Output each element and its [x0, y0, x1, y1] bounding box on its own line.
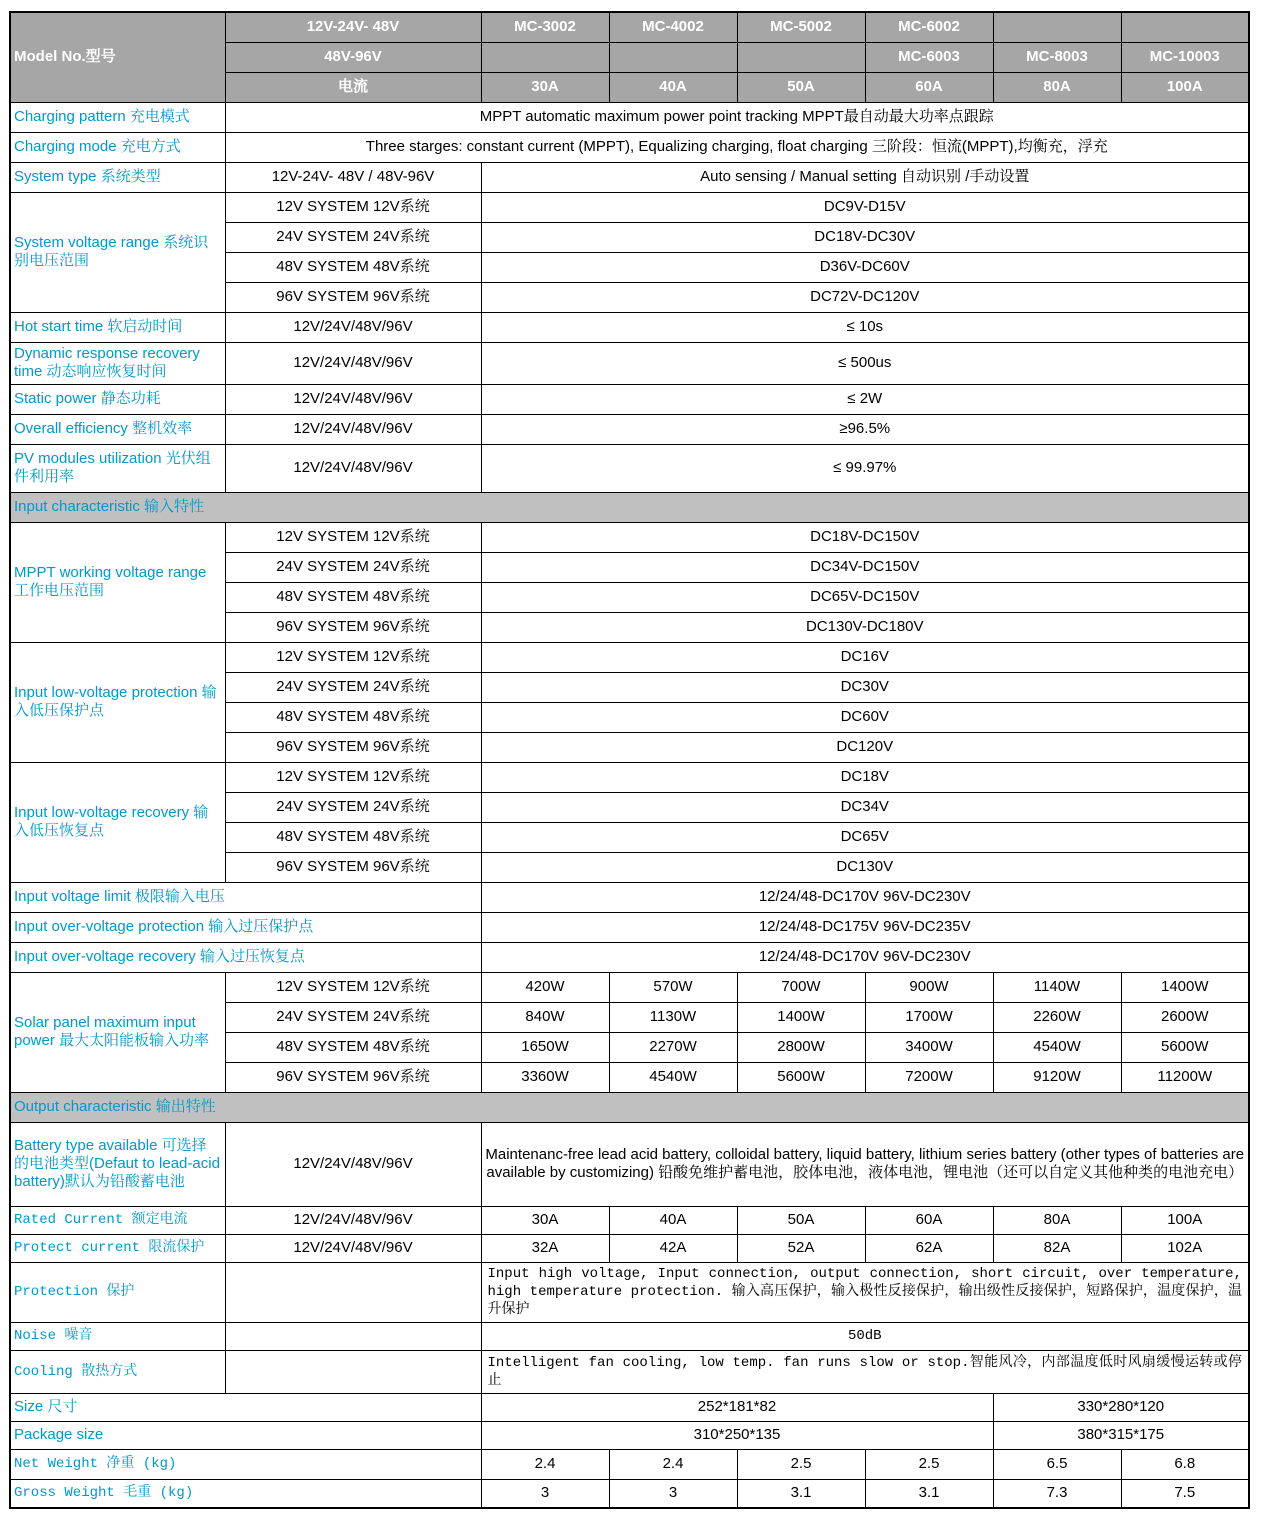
row-value: ≤ 500us: [481, 342, 1249, 384]
spec-table: [9, 11, 1250, 1509]
row-value: Three starges: constant current (MPPT), Equalizing charging, float charging 三阶段：恒流(MPPT),均衡充，浮充: [225, 132, 1249, 162]
header-cell: MC-4002: [609, 12, 737, 42]
row-value: Intelligent fan cooling, low temp. fan runs slow or stop.智能风冷，内部温度低时风扇缓慢运转或停止: [481, 1350, 1249, 1393]
row-value: DC72V-DC120V: [481, 282, 1249, 312]
row-sub: 24V SYSTEM 24V系统: [225, 222, 481, 252]
value-cell: 3: [609, 1479, 737, 1508]
value-cell: 3: [481, 1479, 609, 1508]
value-cell: 4540W: [609, 1062, 737, 1092]
row-value: 12/24/48-DC170V 96V-DC230V: [481, 942, 1249, 972]
row-value: DC18V: [481, 762, 1249, 792]
header-cell: MC-8003: [993, 42, 1121, 72]
row-label: Package size: [10, 1421, 481, 1449]
value-cell: 32A: [481, 1234, 609, 1262]
value-cell: 11200W: [1121, 1062, 1249, 1092]
value-cell: 40A: [609, 1206, 737, 1234]
row-value: 252*181*82: [481, 1393, 993, 1421]
row-sub: 12V SYSTEM 12V系统: [225, 192, 481, 222]
value-cell: 3.1: [865, 1479, 993, 1508]
value-cell: 5600W: [737, 1062, 865, 1092]
value-cell: 1140W: [993, 972, 1121, 1002]
header-cell: [609, 42, 737, 72]
section-header-output: Output characteristic 输出特性: [10, 1092, 1249, 1122]
header-cell: 60A: [865, 72, 993, 102]
value-cell: 1650W: [481, 1032, 609, 1062]
row-value: DC30V: [481, 672, 1249, 702]
value-cell: 3360W: [481, 1062, 609, 1092]
header-cell: MC-3002: [481, 12, 609, 42]
value-cell: 9120W: [993, 1062, 1121, 1092]
row-sub: 24V SYSTEM 24V系统: [225, 552, 481, 582]
row-sub: 24V SYSTEM 24V系统: [225, 1002, 481, 1032]
header-cell: [993, 12, 1121, 42]
header-cell: MC-5002: [737, 12, 865, 42]
value-cell: 1400W: [737, 1002, 865, 1032]
row-label: Hot start time 软启动时间: [10, 312, 225, 342]
row-sub: 12V/24V/48V/96V: [225, 342, 481, 384]
row-label: MPPT working voltage range 工作电压范围: [10, 522, 225, 642]
value-cell: 102A: [1121, 1234, 1249, 1262]
row-sub: 24V SYSTEM 24V系统: [225, 672, 481, 702]
row-label: System voltage range 系统识别电压范围: [10, 192, 225, 312]
row-value: DC120V: [481, 732, 1249, 762]
row-sub-empty: [225, 1262, 481, 1322]
row-sub: 48V SYSTEM 48V系统: [225, 1032, 481, 1062]
value-cell: 7.5: [1121, 1479, 1249, 1508]
row-sub: 12V/24V/48V/96V: [225, 312, 481, 342]
header-cell: MC-6003: [865, 42, 993, 72]
row-value: DC130V-DC180V: [481, 612, 1249, 642]
row-sub: 96V SYSTEM 96V系统: [225, 852, 481, 882]
row-value: ≤ 99.97%: [481, 444, 1249, 492]
header-cell: 80A: [993, 72, 1121, 102]
row-sub: 48V SYSTEM 48V系统: [225, 582, 481, 612]
row-sub: 12V SYSTEM 12V系统: [225, 972, 481, 1002]
row-sub: 48V SYSTEM 48V系统: [225, 252, 481, 282]
value-cell: 700W: [737, 972, 865, 1002]
header-cell: [481, 42, 609, 72]
row-label: Dynamic response recovery time 动态响应恢复时间: [10, 342, 225, 384]
row-value: 380*315*175: [993, 1421, 1249, 1449]
row-label: Cooling 散热方式: [10, 1350, 225, 1393]
row-sub: 12V/24V/48V/96V: [225, 384, 481, 414]
row-value: D36V-DC60V: [481, 252, 1249, 282]
row-sub: 12V-24V- 48V / 48V-96V: [225, 162, 481, 192]
value-cell: 100A: [1121, 1206, 1249, 1234]
value-cell: 2.5: [737, 1449, 865, 1479]
row-label: Net Weight 净重 (kg): [10, 1449, 481, 1479]
value-cell: 6.5: [993, 1449, 1121, 1479]
header-cell: MC-6002: [865, 12, 993, 42]
row-sub-empty: [225, 1322, 481, 1350]
row-value: Auto sensing / Manual setting 自动识别 /手动设置: [481, 162, 1249, 192]
row-label: Protect current 限流保护: [10, 1234, 225, 1262]
row-value: DC34V-DC150V: [481, 552, 1249, 582]
header-cell: [1121, 12, 1249, 42]
model-label: Model No.型号: [10, 12, 225, 102]
row-sub: 12V SYSTEM 12V系统: [225, 642, 481, 672]
value-cell: 60A: [865, 1206, 993, 1234]
header-cell: 48V-96V: [225, 42, 481, 72]
row-value: DC65V-DC150V: [481, 582, 1249, 612]
row-sub: 24V SYSTEM 24V系统: [225, 792, 481, 822]
row-sub: 96V SYSTEM 96V系统: [225, 732, 481, 762]
value-cell: 840W: [481, 1002, 609, 1032]
value-cell: 30A: [481, 1206, 609, 1234]
value-cell: 1400W: [1121, 972, 1249, 1002]
row-label: Input low-voltage protection 输入低压保护点: [10, 642, 225, 762]
row-label: Solar panel maximum input power 最大太阳能板输入功率: [10, 972, 225, 1092]
row-sub: 12V/24V/48V/96V: [225, 1122, 481, 1206]
value-cell: 5600W: [1121, 1032, 1249, 1062]
value-cell: 3.1: [737, 1479, 865, 1508]
row-value: ≤ 10s: [481, 312, 1249, 342]
row-value: 330*280*120: [993, 1393, 1249, 1421]
value-cell: 2.5: [865, 1449, 993, 1479]
row-label: PV modules utilization 光伏组件利用率: [10, 444, 225, 492]
row-sub: 12V/24V/48V/96V: [225, 414, 481, 444]
row-sub: 96V SYSTEM 96V系统: [225, 282, 481, 312]
value-cell: 1130W: [609, 1002, 737, 1032]
row-value: DC34V: [481, 792, 1249, 822]
value-cell: 6.8: [1121, 1449, 1249, 1479]
header-cell: MC-10003: [1121, 42, 1249, 72]
header-cell: 12V-24V- 48V: [225, 12, 481, 42]
value-cell: 52A: [737, 1234, 865, 1262]
row-value: MPPT automatic maximum power point tracking MPPT最自动最大功率点跟踪: [225, 102, 1249, 132]
row-value: DC65V: [481, 822, 1249, 852]
value-cell: 7200W: [865, 1062, 993, 1092]
section-header-input: Input characteristic 输入特性: [10, 492, 1249, 522]
row-label: Protection 保护: [10, 1262, 225, 1322]
row-value: DC18V-DC30V: [481, 222, 1249, 252]
row-label: Charging mode 充电方式: [10, 132, 225, 162]
row-value: 12/24/48-DC170V 96V-DC230V: [481, 882, 1249, 912]
value-cell: 2260W: [993, 1002, 1121, 1032]
row-label: Charging pattern 充电模式: [10, 102, 225, 132]
row-value: ≤ 2W: [481, 384, 1249, 414]
row-label: Battery type available 可选择的电池类型(Defaut to lead-acid battery)默认为铅酸蓄电池: [10, 1122, 225, 1206]
value-cell: 420W: [481, 972, 609, 1002]
row-label: Noise 噪音: [10, 1322, 225, 1350]
row-label: System type 系统类型: [10, 162, 225, 192]
row-sub: 12V SYSTEM 12V系统: [225, 762, 481, 792]
value-cell: 3400W: [865, 1032, 993, 1062]
row-value: DC9V-D15V: [481, 192, 1249, 222]
value-cell: 2270W: [609, 1032, 737, 1062]
row-sub: 12V/24V/48V/96V: [225, 1234, 481, 1262]
row-label: Size 尺寸: [10, 1393, 481, 1421]
value-cell: 2600W: [1121, 1002, 1249, 1032]
row-value: DC60V: [481, 702, 1249, 732]
row-sub: 48V SYSTEM 48V系统: [225, 702, 481, 732]
header-cell: 30A: [481, 72, 609, 102]
row-value: DC18V-DC150V: [481, 522, 1249, 552]
row-value: 12/24/48-DC175V 96V-DC235V: [481, 912, 1249, 942]
row-sub: 96V SYSTEM 96V系统: [225, 612, 481, 642]
value-cell: 4540W: [993, 1032, 1121, 1062]
row-sub: 96V SYSTEM 96V系统: [225, 1062, 481, 1092]
value-cell: 2.4: [481, 1449, 609, 1479]
value-cell: 2.4: [609, 1449, 737, 1479]
value-cell: 2800W: [737, 1032, 865, 1062]
row-sub: 12V/24V/48V/96V: [225, 444, 481, 492]
value-cell: 82A: [993, 1234, 1121, 1262]
row-value: Input high voltage, Input connection, output connection, short circuit, over temperature, high temperature protection. 输入高压保护，输入极性反接保护，输出级性反接保护，短路保护，温度保护，温升保护: [481, 1262, 1249, 1322]
row-value: Maintenanc-free lead acid battery, colloidal battery, liquid battery, lithium series battery (other types of batteries are available by customizing) 铅酸免维护蓄电池，胶体电池，液体电池，锂电池（还可以自定义其他种类的电池充电）: [481, 1122, 1249, 1206]
row-sub: 48V SYSTEM 48V系统: [225, 822, 481, 852]
row-label: Input over-voltage recovery 输入过压恢复点: [10, 942, 481, 972]
row-value: 50dB: [481, 1322, 1249, 1350]
header-cell: 100A: [1121, 72, 1249, 102]
header-cell: 50A: [737, 72, 865, 102]
header-cell: 40A: [609, 72, 737, 102]
row-sub: 12V/24V/48V/96V: [225, 1206, 481, 1234]
row-label: Rated Current 额定电流: [10, 1206, 225, 1234]
row-label: Gross Weight 毛重 (kg): [10, 1479, 481, 1508]
row-label: Static power 静态功耗: [10, 384, 225, 414]
value-cell: 50A: [737, 1206, 865, 1234]
row-label: Input low-voltage recovery 输入低压恢复点: [10, 762, 225, 882]
row-value: 310*250*135: [481, 1421, 993, 1449]
header-cell: [737, 42, 865, 72]
row-value: ≥96.5%: [481, 414, 1249, 444]
row-sub: 12V SYSTEM 12V系统: [225, 522, 481, 552]
value-cell: 80A: [993, 1206, 1121, 1234]
value-cell: 1700W: [865, 1002, 993, 1032]
row-label: Input voltage limit 极限输入电压: [10, 882, 481, 912]
value-cell: 900W: [865, 972, 993, 1002]
row-label: Overall efficiency 整机效率: [10, 414, 225, 444]
row-value: DC16V: [481, 642, 1249, 672]
row-value: DC130V: [481, 852, 1249, 882]
value-cell: 570W: [609, 972, 737, 1002]
value-cell: 62A: [865, 1234, 993, 1262]
row-label: Input over-voltage protection 输入过压保护点: [10, 912, 481, 942]
value-cell: 42A: [609, 1234, 737, 1262]
header-cell: 电流: [225, 72, 481, 102]
value-cell: 7.3: [993, 1479, 1121, 1508]
row-sub-empty: [225, 1350, 481, 1393]
